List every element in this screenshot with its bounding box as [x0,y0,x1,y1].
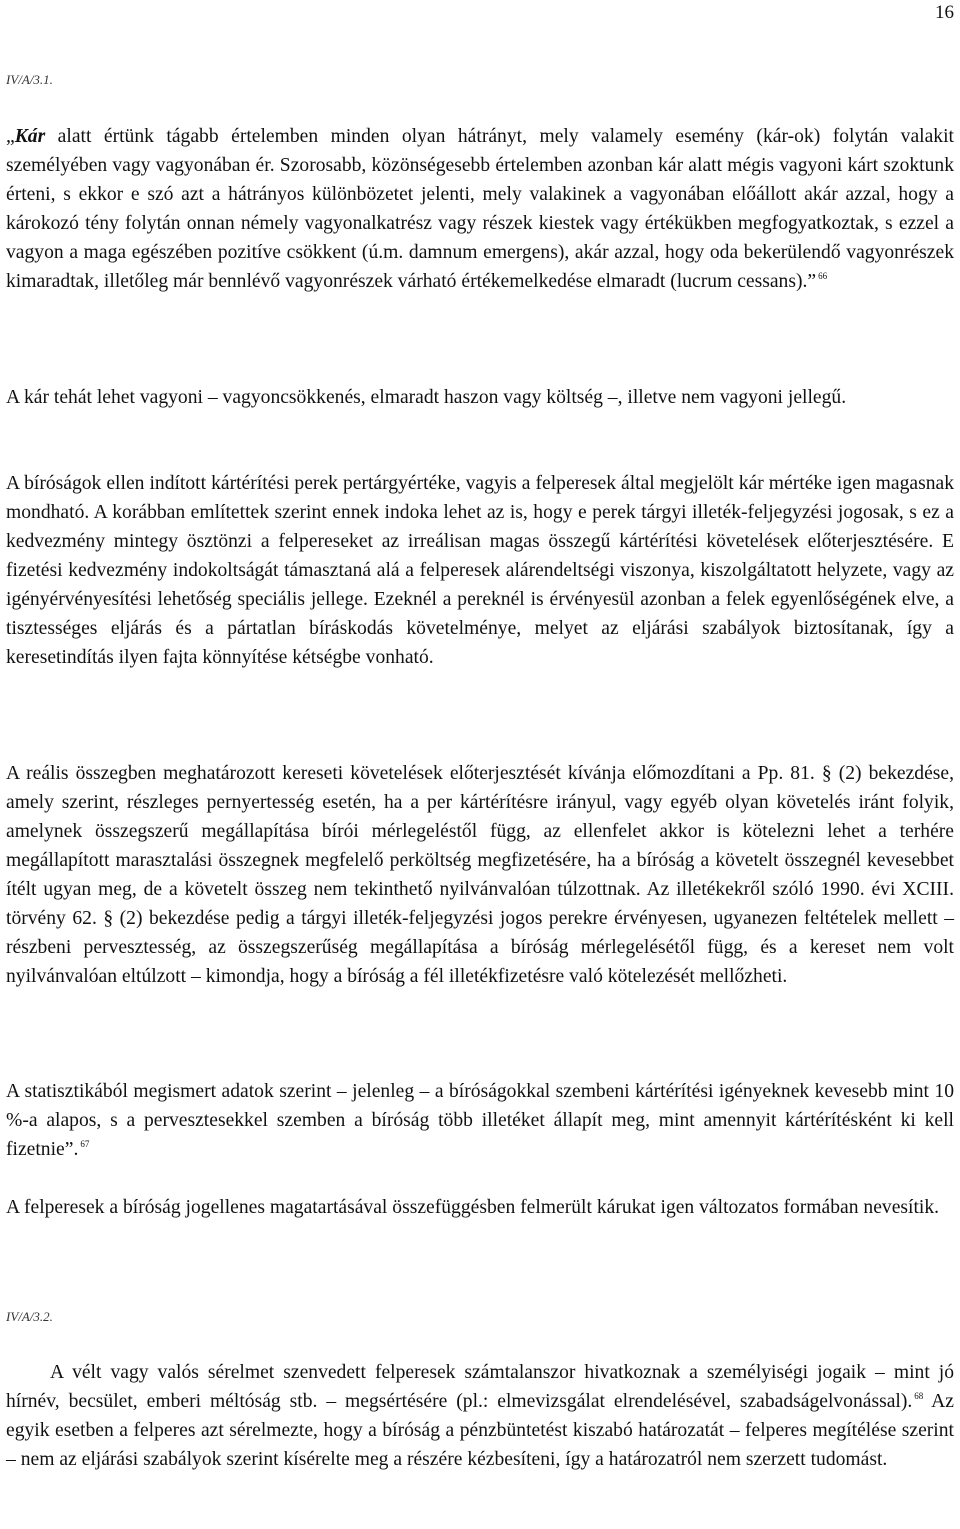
paragraph: A kár tehát lehet vagyoni – vagyoncsökkenés, elmaradt haszon vagy költség –, illetve nem vagyoni jellegű. [6,387,847,408]
paragraph-text: A statisztikából megismert adatok szerint – jelenleg – a bíróságokkal szembeni kártérítési igényeknek kevesebb mint 10 %-a alapos, s a pervesztesekkel szemben a bíróság több illetéket állapít meg, mint amennyit kártérítésként ki kell fizetnie”. [6,1081,954,1160]
quote-mark: „ [6,126,15,147]
paragraph: A reális összegben meghatározott kereseti követelések előterjesztését kívánja előmozdítani a Pp. 81. § (2) bekezdése, amely szerint, részleges pernyertesség esetén, ha a per kártérítésre irányul, vagy egyéb olyan követelés iránt folyik, amelynek összegszerű megállapítása bírói mérlegeléstől függ, az ellenfelet akkor is kötelezni lehet a terhére megállapított marasztalási összegnek megfelelő perköltség megfizetésére, ha a bíróság a követelt összegnél kevesebbet ítélt ugyan meg, de a követelt összeg nem tekinthető nyilvánvalóan túlzottnak. Az illetékekről szóló 1990. évi XCIII. törvény 62. § (2) bekezdése pedig a tárgyi illeték-feljegyzési jogos perekre érvényesen, ugyanezen feltételek mellett – részbeni pervesztesség, az összegszerűség megállapítása a bíróság mérlegelésétől függ, és a kereset nem volt nyilvánvalóan eltúlzott – kimondja, hogy a bíróság a fél illetékfizetésre való kötelezését mellőzheti. [6,763,954,987]
footnote-marker[interactable]: 68 [914,1391,924,1402]
section-heading: IV/A/3.2. [6,1309,53,1324]
paragraph: A bíróságok ellen indított kártérítési perek pertárgyértéke, vagyis a felperesek által megjelölt kár mértéke igen magasnak mondható. A korábban említettek szerint ennek indoka lehet az is, hogy e perek tárgyi illeték-feljegyzési jogosak, s ez a kedvezmény mintegy ösztönzi a felpereseket az irreálisan magas összegű kártérítési követelések előterjesztésére. E fizetési kedvezmény indokoltságát támasztaná alá a felperesek alárendeltségi viszonya, kiszolgáltatott helyzete, vagy az igényérvényesítési lehetőség speciális jellege. Ezeknél a pereknél is érvényesül azonban a felek egyenlőségének elve, a tisztességes eljárás és a pártatlan bíráskodás követelménye, melyet az eljárási szabályok biztosítanak, így a keresetindítás ilyen fajta könnyítése kétségbe vonható. [6,473,954,668]
section-heading: IV/A/3.1. [6,72,53,87]
paragraph-text: alatt értünk tágabb értelemben minden olyan hátrányt, mely valamely esemény (kár-ok) folytán valakit személyében vagy vagyonában ér. Szorosabb, közönségesebb értelemben azonban kár alatt mégis vagyoni kárt szoktunk érteni, s ekkor e szó azt a hátrányos különbözetet jelenti, mely valakinek a vagyonában előállott akár azzal, hogy a károkozó tény folytán onnan némely vagyonalkatrész vagy részek kiestek vagy értékükben megfogyatkoztak, s ezzel a vagyon a maga egészében pozitíve csökkent (ú.m. damnum emergens), akár azzal, hogy oda bekerülendő vagyonrészek kimaradtak, illetőleg már bennlévő vagyonrészek várható értékemelkedése elmaradt (lucrum cessans).” [6,126,954,292]
lead-term: Kár [14,126,46,147]
paragraph [6,1358,954,1474]
paragraph [6,122,954,296]
paragraph [6,1077,954,1164]
footnote-marker[interactable]: 67 [80,1139,90,1150]
paragraph-text: A vélt vagy valós sérelmet szenvedett felperesek számtalanszor hivatkoznak a személyiségi jogaik – mint jó hírnév, becsület, emberi méltóság stb. – megsértésére (pl.: elmevizsgálat elrendelésével, szabadságelvonással). [6,1362,954,1412]
page-number: 16 [935,2,954,23]
paragraph: A felperesek a bíróság jogellenes magatartásával összefüggésben felmerült kárukat igen változatos formában nevesítik. [6,1197,940,1218]
footnote-marker[interactable]: 66 [818,271,828,282]
paragraph-text: Az egyik esetben a felperes azt sérelmezte, hogy a bíróság a pénzbüntetést kiszabó határozatát – felperes megítélése szerint – nem az eljárási szabályok szerint kísérelte meg a részére kézbesíteni, így a határozatról nem szerzett tudomást. [6,1391,954,1470]
